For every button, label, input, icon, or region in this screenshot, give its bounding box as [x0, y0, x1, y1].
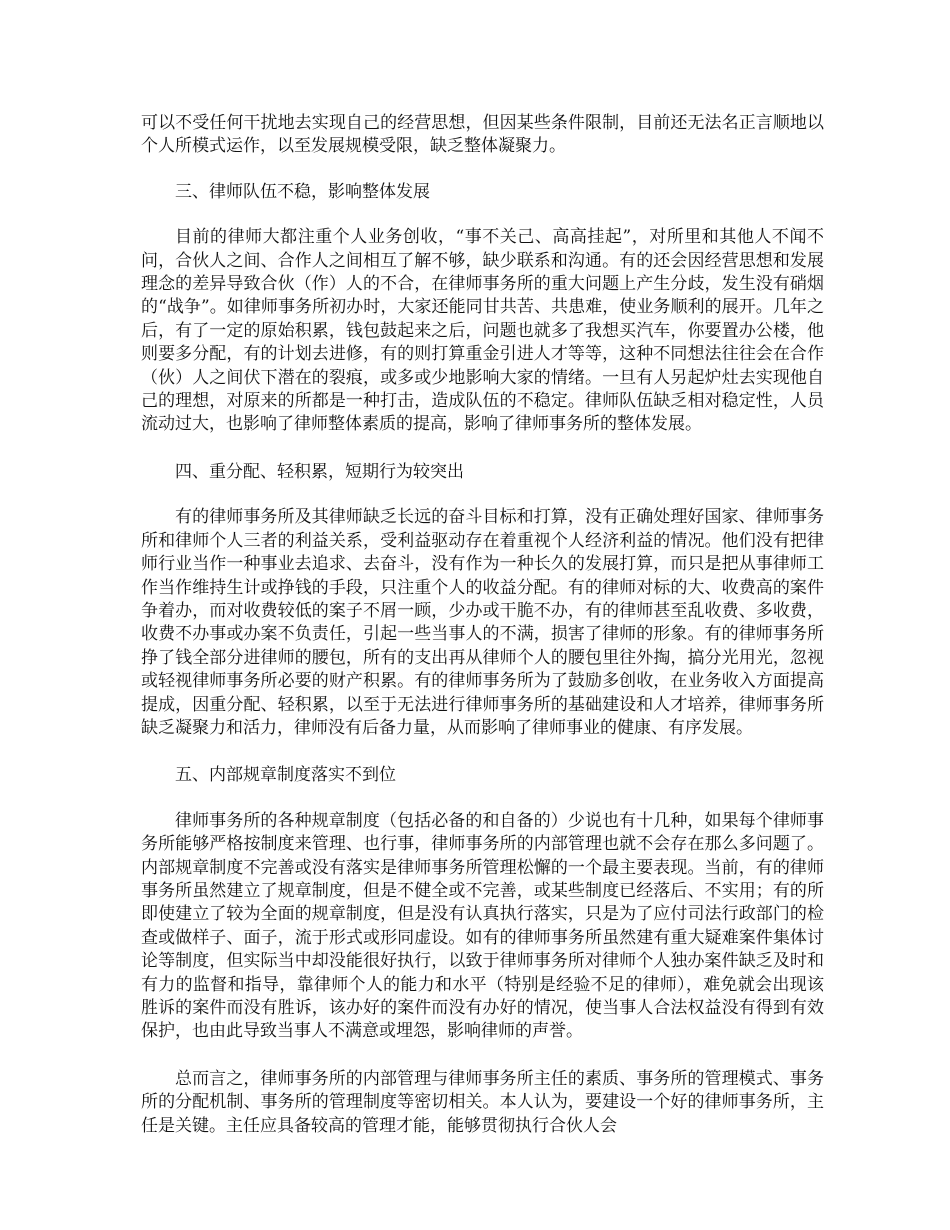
section-paragraph-3: 目前的律师大都注重个人业务创收，“事不关己、高高挂起”，对所里和其他人不闻不问，合伙人之间、合作人之间相互了解不够，缺少联系和沟通。有的还会因经营思想和发展理念的差异导致合伙（作）人的不合，在律师事务所的重大问题上产生分歧，发生没有硝烟的“战争”。如律师事务所初办时，大家还能同甘共苦、共患难，使业务顺利的展开。几年之后，有了一定的原始积累，钱包鼓起来之后，问题也就多了我想买汽车，你要置办公楼，他则要多分配，有的计划去进修，有的则打算重金引进人才等等，这种不同想法往往会在合作（伙）人之间伏下潜在的裂痕，或多或少地影响大家的情绪。一旦有人另起炉灶去实现他自己的理想，对原来的所都是一种打击，造成队伍的不稳定。律师队伍缺乏相对稳定性，人员流动过大，也影响了律师整体素质的提高，影响了律师事务所的整体发展。 — [141, 227, 824, 435]
document-page — [141, 112, 824, 1138]
section-heading-5: 五、内部规章制度落实不到位 — [175, 765, 396, 786]
closing-paragraph: 总而言之，律师事务所的内部管理与律师事务所主任的素质、事务所的管理模式、事务所的分配机制、事务所的管理制度等密切相关。本人认为，要建设一个好的律师事务所，主任是关键。主任应具备较高的管理才能，能够贯彻执行合伙人会 — [141, 1068, 824, 1136]
section-heading-4: 四、重分配、轻积累，短期行为较突出 — [175, 461, 464, 482]
section-paragraph-4: 有的律师事务所及其律师缺乏长远的奋斗目标和打算，没有正确处理好国家、律师事务所和律师个人三者的利益关系，受利益驱动存在着重视个人经济利益的情况。他们没有把律师行业当作一种事业去追求、去奋斗，没有作为一种长久的发展打算，而只是把从事律师工作当作维持生计或挣钱的手段，只注重个人的收益分配。有的律师对标的大、收费高的案件争着办，而对收费较低的案子不屑一顾，少办或干脆不办，有的律师甚至乱收费、多收费，收费不办事或办案不负责任，引起一些当事人的不满，损害了律师的形象。有的律师事务所挣了钱全部分进律师的腰包，所有的支出再从律师个人的腰包里往外掏，搞分光用光，忽视或轻视律师事务所必要的财产积累。有的律师事务所为了鼓励多创收，在业务收入方面提高提成，因重分配、轻积累，以至于无法进行律师事务所的基础建设和人才培养，律师事务所缺乏凝聚力和活力，律师没有后备力量，从而影响了律师事业的健康、有序发展。 — [141, 507, 824, 738]
intro-paragraph: 可以不受任何干扰地去实现自己的经营思想，但因某些条件限制，目前还无法名正言顺地以个人所模式运作，以至发展规模受限，缺乏整体凝聚力。 — [141, 113, 824, 157]
section-heading-3: 三、律师队伍不稳，影响整体发展 — [175, 181, 430, 202]
section-paragraph-5: 律师事务所的各种规章制度（包括必备的和自备的）少说也有十几种，如果每个律师事务所能够严格按制度来管理、也行事，律师事务所的内部管理也就不会存在那么多问题了。内部规章制度不完善或没有落实是律师事务所管理松懈的一个最主要表现。当前，有的律师事务所虽然建立了规章制度，但是不健全或不完善，或某些制度已经落后、不实用；有的所即使建立了较为全面的规章制度，但是没有认真执行落实，只是为了应付司法行政部门的检查或做样子、面子，流于形式或形同虚设。如有的律师事务所虽然建有重大疑难案件集体讨论等制度，但实际当中却没能很好执行，以致于律师事务所对律师个人独办案件缺乏及时和有力的监督和指导，靠律师个人的能力和水平（特别是经验不足的律师），难免就会出现该胜诉的案件而没有胜诉，该办好的案件而没有办好的情况，使当事人合法权益没有得到有效保护，也由此导致当事人不满意或埋怨，影响律师的声誉。 — [141, 810, 824, 1042]
